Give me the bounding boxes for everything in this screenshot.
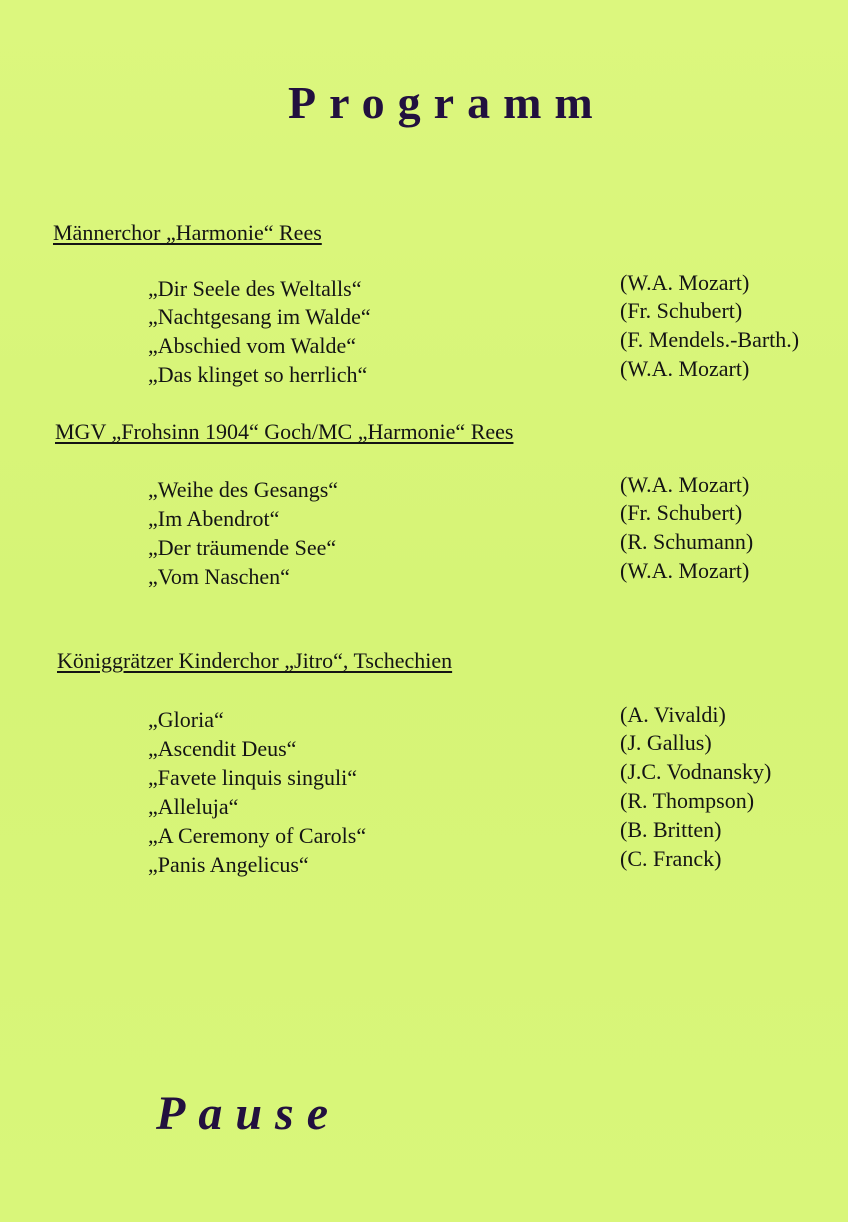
section-heading: Königgrätzer Kinderchor „Jitro“, Tschechien — [57, 648, 453, 673]
composer-name: (C. Franck) — [620, 846, 722, 871]
composer-name: (W.A. Mozart) — [620, 472, 750, 497]
composer-name: (Fr. Schubert) — [620, 298, 743, 323]
composer-name: (R. Thompson) — [620, 788, 755, 813]
composer-name: (Fr. Schubert) — [620, 500, 743, 525]
piece-title: „A Ceremony of Carols“ — [148, 823, 367, 848]
piece-title: „Weihe des Gesangs“ — [148, 477, 339, 502]
composer-name: (J.C. Vodnansky) — [620, 759, 772, 784]
piece-title: „Ascendit Deus“ — [148, 736, 297, 761]
section-heading: Männerchor „Harmonie“ Rees — [53, 220, 322, 245]
composer-name: (W.A. Mozart) — [620, 270, 750, 295]
piece-title: „Im Abendrot“ — [148, 506, 280, 531]
piece-title: „Der träumende See“ — [148, 535, 337, 560]
pause-label: Pause — [156, 1087, 341, 1140]
piece-title: „Panis Angelicus“ — [148, 852, 309, 877]
composer-name: (W.A. Mozart) — [620, 558, 750, 583]
piece-title: „Alleluja“ — [148, 794, 239, 819]
piece-title: „Nachtgesang im Walde“ — [148, 304, 371, 329]
piece-title: „Gloria“ — [148, 707, 224, 732]
composer-name: (A. Vivaldi) — [620, 702, 726, 727]
composer-name: (F. Mendels.-Barth.) — [620, 327, 800, 352]
composer-name: (R. Schumann) — [620, 529, 754, 554]
piece-title: „Dir Seele des Weltalls“ — [148, 276, 362, 301]
page-title: Programm — [288, 77, 606, 128]
section-heading: MGV „Frohsinn 1904“ Goch/MC „Harmonie“ Rees — [55, 419, 514, 444]
composer-name: (J. Gallus) — [620, 730, 712, 755]
composer-name: (B. Britten) — [620, 817, 722, 842]
piece-title: „Abschied vom Walde“ — [148, 333, 356, 358]
piece-title: „Das klinget so herrlich“ — [148, 362, 368, 387]
piece-title: „Vom Naschen“ — [148, 564, 290, 589]
composer-name: (W.A. Mozart) — [620, 356, 750, 381]
piece-title: „Favete linquis singuli“ — [148, 765, 357, 790]
